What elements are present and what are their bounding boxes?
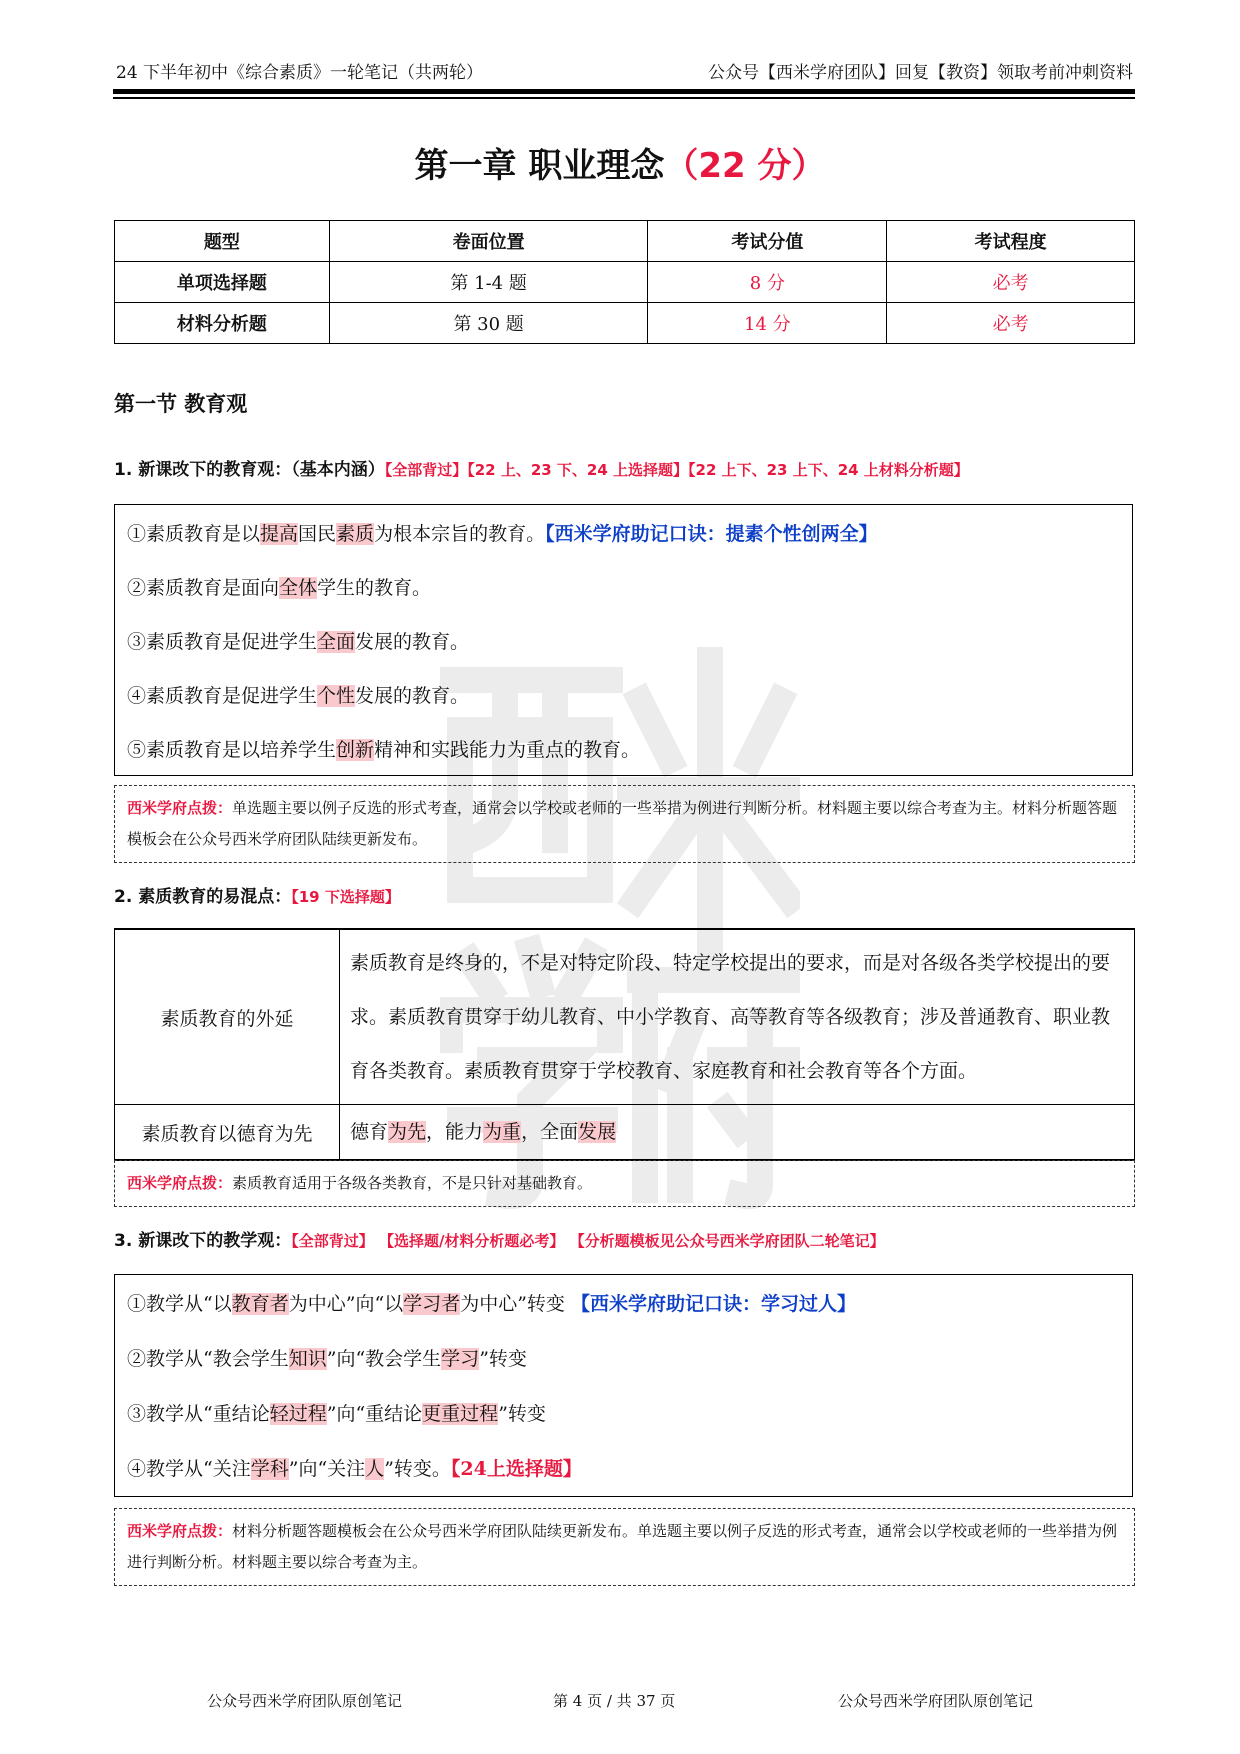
highlighted-text: 发展 (578, 1121, 617, 1143)
text-segment: ”转变 (498, 1403, 546, 1425)
header-cell: 题型 (115, 221, 330, 262)
item3-line (127, 1399, 546, 1426)
score-value: 8 分 (648, 262, 887, 303)
highlighted-text: 更重过程 (422, 1403, 499, 1425)
text-segment: 1. 新课改下的教育观：（基本内涵） (114, 460, 385, 480)
text-segment: ，全面 (521, 1121, 579, 1143)
header-cell: 考试分值 (648, 221, 887, 262)
item1-line (127, 627, 469, 654)
highlighted-text: 学习者 (403, 1293, 461, 1315)
text-segment: 学生的教育。 (317, 577, 432, 599)
text-segment: 素质教育是终身的，不是对特定阶段、特定学校提出的要求，而是对各级各类学校提出的要求。素质教育贯穿于幼儿教育、中小学教育、高等教育等各级教育；涉及普通教育、职业教育各类教育。素质教育贯穿于学校教育、家庭教育和社会教育等各个方面。 (350, 952, 1111, 1082)
text-segment: ①教学从“以 (127, 1293, 232, 1315)
chapter-title (0, 138, 1240, 187)
text-segment: 为根本宗旨的教育。 (374, 523, 546, 545)
chapter-title-score: （22 分） (664, 146, 826, 186)
highlighted-text: 学习 (441, 1348, 480, 1370)
header-cell: 考试程度 (887, 221, 1135, 262)
footer-left: 公众号西米学府团队原创笔记 (207, 1692, 403, 1710)
text-segment: ”向“重结论 (326, 1403, 423, 1425)
highlighted-text: 个性 (317, 685, 356, 707)
exam-tag-text: 【全部背过】 【选择题/材料分析题必考】 【分析题模板见公众号西米学府团队二轮笔记】 (291, 1232, 885, 1250)
question-type: 单项选择题 (115, 262, 330, 303)
highlighted-text: 提高 (260, 523, 299, 545)
item2-heading (114, 882, 400, 907)
mnemonic-text: 【西米学府助记口诀：提素个性创两全】 (545, 523, 878, 545)
confusion-points-table (114, 928, 1135, 1161)
header-cell: 卷面位置 (329, 221, 648, 262)
text-segment: ②素质教育是面向 (127, 577, 280, 599)
exam-degree: 必考 (887, 262, 1135, 303)
highlighted-text: 学科 (250, 1458, 289, 1480)
question-type: 材料分析题 (115, 303, 330, 344)
footer-page-number: 第 4 页 / 共 37 页 (553, 1692, 676, 1710)
item1-heading (114, 455, 969, 480)
tip-label: 西米学府点拨： (127, 1174, 233, 1192)
tip-text: 素质教育适用于各级各类教育，不是只针对基础教育。 (232, 1174, 593, 1192)
header-right-text: 公众号【西米学府团队】回复【教资】领取考前冲刺资料 (708, 63, 1133, 83)
exam-tag-text: 【24上选择题】 (450, 1458, 582, 1480)
text-segment: ，能力 (426, 1121, 484, 1143)
table-row (115, 303, 1135, 344)
item1-line (127, 735, 640, 762)
highlighted-text: 轻过程 (269, 1403, 327, 1425)
tip-label: 西米学府点拨： (127, 1522, 233, 1540)
text-segment: 精神和实践能力为重点的教育。 (374, 739, 641, 761)
tip-text: 材料分析题答题模板会在公众号西米学府团队陆续更新发布。单选题主要以例子反选的形式考查，通常会以学校或老师的一些举措为例进行判断分析。材料题主要以综合考查为主。 (127, 1522, 1118, 1571)
item3-line (127, 1344, 527, 1371)
section-title: 第一节 教育观 (114, 392, 248, 416)
text-segment: ①素质教育是以 (127, 523, 261, 545)
item1-tip-box (114, 785, 1135, 863)
text-segment: 为中心”转变 (460, 1293, 571, 1315)
row-content (340, 1105, 1135, 1161)
highlighted-text: 素质 (336, 523, 375, 545)
table-header-row (115, 221, 1135, 262)
row-label: 素质教育的外延 (115, 929, 340, 1105)
table-row (115, 262, 1135, 303)
text-segment: ④教学从“关注 (127, 1458, 251, 1480)
tip-text: 单选题主要以例子反选的形式考查，通常会以学校或老师的一些举措为例进行判断分析。材料题主要以综合考查为主。材料分析题答题模板会在公众号西米学府团队陆续更新发布。 (127, 799, 1118, 848)
text-segment: 德育 (350, 1121, 389, 1143)
row-label: 素质教育以德育为先 (115, 1105, 340, 1161)
text-segment: 3. 新课改下的教学观： (114, 1231, 292, 1251)
item1-line (127, 681, 469, 708)
text-segment: 国民 (298, 523, 337, 545)
paper-position: 第 30 题 (329, 303, 648, 344)
item2-tip-box (114, 1160, 1135, 1207)
text-segment: ⑤素质教育是以培养学生 (127, 739, 337, 761)
item1-line (127, 573, 431, 600)
highlighted-text: 知识 (288, 1348, 327, 1370)
text-segment: ”向“关注 (288, 1458, 366, 1480)
highlighted-text: 创新 (336, 739, 375, 761)
highlighted-text: 为先 (388, 1121, 427, 1143)
mnemonic-text: 【西米学府助记口诀：学习过人】 (570, 1293, 856, 1315)
item1-content-box (114, 504, 1133, 776)
text-segment: ③教学从“重结论 (127, 1403, 270, 1425)
item3-line (127, 1289, 856, 1316)
table-row (115, 929, 1135, 1105)
table-row (115, 1105, 1135, 1161)
paper-position: 第 1-4 题 (329, 262, 648, 303)
text-segment: ”转变。 (384, 1458, 451, 1480)
highlighted-text: 教育者 (231, 1293, 289, 1315)
score-value: 14 分 (648, 303, 887, 344)
text-segment: ③素质教育是促进学生 (127, 631, 318, 653)
tip-label: 西米学府点拨： (127, 799, 233, 817)
highlighted-text: 全面 (317, 631, 356, 653)
highlighted-text: 全体 (279, 577, 318, 599)
exam-tag-text: 【全部背过】【22 上、23 下、24 上选择题】【22 上下、23 上下、24 上材料分析题】 (384, 461, 969, 479)
text-segment: ④素质教育是促进学生 (127, 685, 318, 707)
highlighted-text: 人 (365, 1458, 385, 1480)
text-segment: 发展的教育。 (355, 685, 470, 707)
text-segment: 2. 素质教育的易混点： (114, 887, 292, 907)
item3-line (127, 1454, 582, 1481)
exam-tag-text: 【19 下选择题】 (291, 888, 400, 906)
footer-right: 公众号西米学府团队原创笔记 (838, 1692, 1034, 1710)
highlighted-text: 为重 (483, 1121, 522, 1143)
item3-heading (114, 1226, 885, 1251)
text-segment: 为中心”向“以 (288, 1293, 404, 1315)
item3-tip-box (114, 1508, 1135, 1586)
header-divider-thick (113, 89, 1135, 94)
header-left-text: 24 下半年初中《综合素质》一轮笔记（共两轮） (116, 63, 484, 83)
header-divider-thin (113, 97, 1135, 99)
score-table (114, 220, 1135, 344)
text-segment: ②教学从“教会学生 (127, 1348, 289, 1370)
exam-degree: 必考 (887, 303, 1135, 344)
row-content (340, 929, 1135, 1105)
text-segment: ”转变 (479, 1348, 527, 1370)
text-segment: 发展的教育。 (355, 631, 470, 653)
text-segment: ”向“教会学生 (326, 1348, 442, 1370)
item1-line (127, 519, 878, 546)
chapter-title-main: 第一章 职业理念 (414, 146, 665, 186)
item3-content-box (114, 1274, 1133, 1497)
